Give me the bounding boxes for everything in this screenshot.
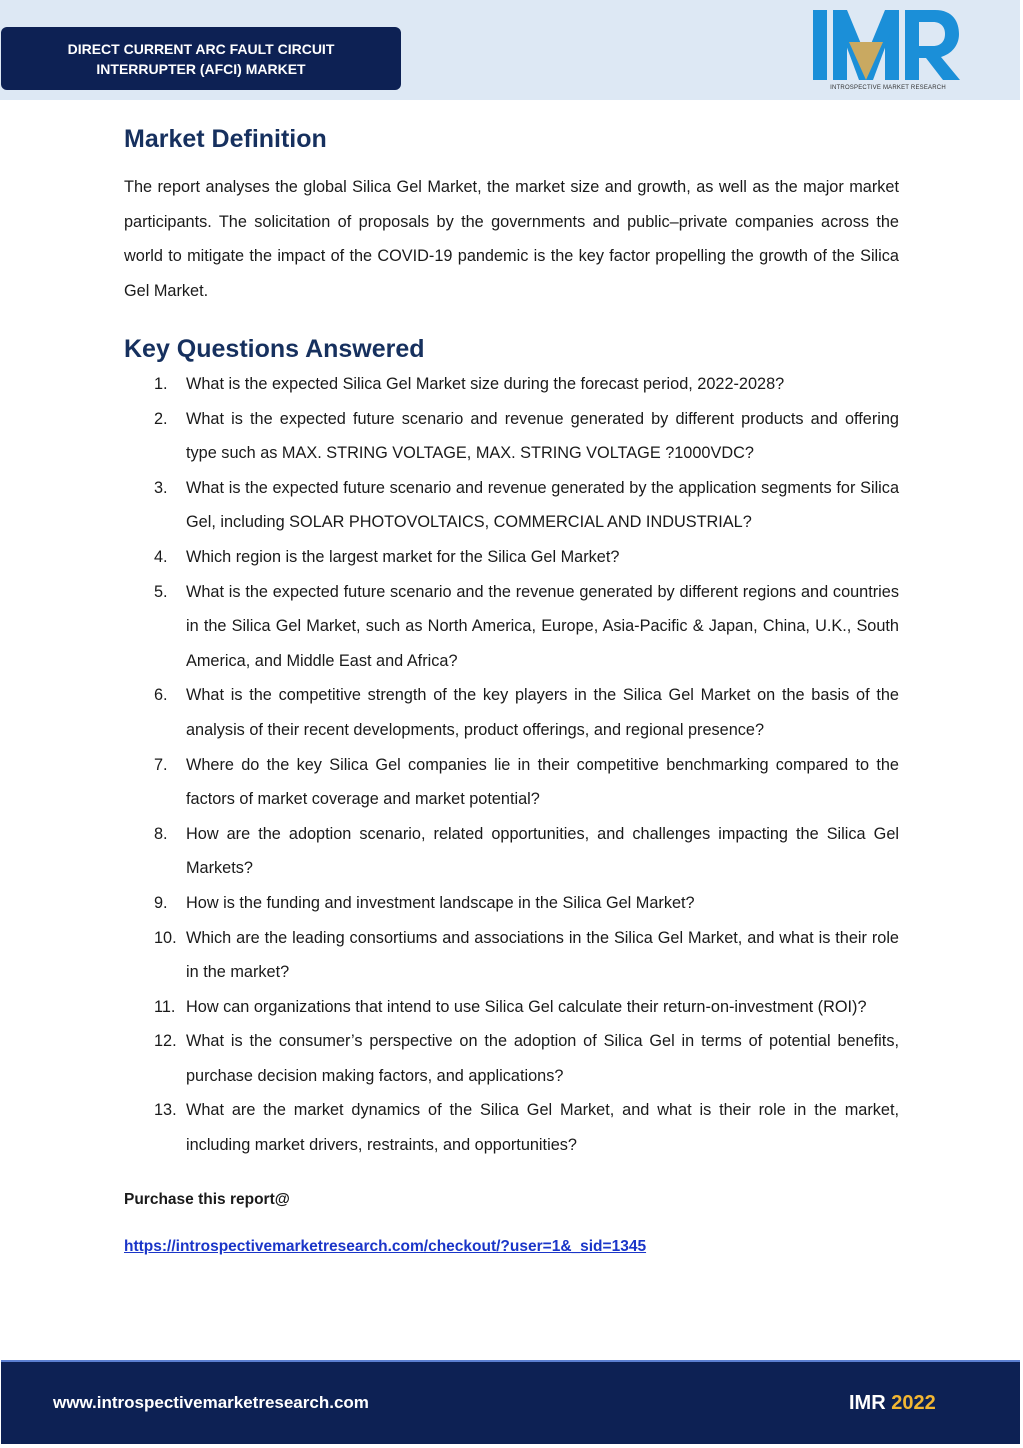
question-number: 2. <box>154 409 168 428</box>
question-number: 13. <box>154 1101 177 1120</box>
question-text: What is the expected Silica Gel Market size during the forecast period, 2022-2028? <box>186 375 785 393</box>
question-text: What is the consumer’s perspective on the adoption of Silica Gel in terms of potential benefits, purchase decision making factors, and applications? <box>186 1032 899 1085</box>
question-number: 8. <box>154 824 168 843</box>
key-questions-list <box>124 367 899 1163</box>
question-number: 6. <box>154 686 168 705</box>
imr-logo <box>813 8 963 94</box>
question-text: What is the competitive strength of the key players in the Silica Gel Market on the basis of the analysis of their recent developments, product offerings, and regional presence? <box>186 686 899 739</box>
question-text: What is the expected future scenario and the revenue generated by different regions and countries in the Silica Gel Market, such as North America, Europe, Asia-Pacific & Japan, China, U.K., South America, and Middle East and Africa? <box>186 582 899 670</box>
question-item <box>124 748 899 817</box>
purchase-link[interactable]: https://introspectivemarketresearch.com/checkout/?user=1&_sid=1345 <box>124 1238 647 1255</box>
question-item <box>124 886 899 921</box>
report-title-line2: INTERRUPTER (AFCI) MARKET <box>96 60 306 77</box>
market-definition-text: The report analyses the global Silica Gel Market, the market size and growth, as well as the major market participants. The solicitation of proposals by the governments and public–private companies across the world to mitigate the impact of the COVID-19 pandemic is the key factor propelling the growth of the Silica Gel Market. <box>124 178 899 300</box>
question-item <box>124 367 899 402</box>
question-text: What are the market dynamics of the Silica Gel Market, and what is their role in the market, including market drivers, restraints, and opportunities? <box>186 1101 899 1155</box>
question-item <box>124 402 899 471</box>
question-number: 11. <box>154 997 176 1016</box>
question-number: 12. <box>154 1032 177 1051</box>
question-number: 1. <box>154 375 168 393</box>
question-text: Which region is the largest market for the Silica Gel Market? <box>186 547 620 566</box>
report-title-line1: DIRECT CURRENT ARC FAULT CIRCUIT <box>67 40 335 57</box>
imr-logo-mark <box>813 8 963 84</box>
question-item <box>124 1093 899 1162</box>
footer-website: www.introspectivemarketresearch.com <box>53 1393 369 1412</box>
question-text: What is the expected future scenario and revenue generated by the application segments for Silica Gel, including SOLAR PHOTOVOLTAICS, COMMERCIAL AND INDUSTRIAL? <box>186 478 899 532</box>
question-item <box>124 540 899 575</box>
purchase-label: Purchase this report@ <box>124 1191 290 1208</box>
question-item <box>124 678 899 747</box>
logo-caption: INTROSPECTIVE MARKET RESEARCH <box>830 85 946 91</box>
question-number: 7. <box>154 755 168 774</box>
market-definition-heading: Market Definition <box>124 125 327 153</box>
question-text: What is the expected future scenario and revenue generated by different products and offering type such as MAX. STRING VOLTAGE, MAX. STRING VOLTAGE ?1000VDC? <box>186 409 899 463</box>
question-item <box>124 921 899 990</box>
question-text: How can organizations that intend to use Silica Gel calculate their return-on-investment (ROI)? <box>186 997 867 1016</box>
question-item <box>124 817 899 886</box>
footer-brand <box>849 1392 936 1415</box>
question-text: Where do the key Silica Gel companies lie in their competitive benchmarking compared to the factors of market coverage and market potential? <box>186 755 899 809</box>
report-title-box <box>1 27 401 90</box>
footer <box>1 1360 1020 1444</box>
question-text: Which are the leading consortiums and associations in the Silica Gel Market, and what is their role in the market? <box>186 928 899 982</box>
question-number: 4. <box>154 547 168 566</box>
footer-year: 2022 <box>891 1392 936 1414</box>
key-questions-heading: Key Questions Answered <box>124 335 425 363</box>
question-number: 5. <box>154 582 168 601</box>
question-text: How is the funding and investment landscape in the Silica Gel Market? <box>186 893 695 912</box>
question-number: 9. <box>154 893 168 912</box>
question-item <box>124 575 899 679</box>
question-item <box>124 471 899 540</box>
question-number: 10. <box>154 928 177 947</box>
question-item <box>124 1024 899 1093</box>
question-text: How are the adoption scenario, related opportunities, and challenges impacting the Silica Gel Markets? <box>186 824 899 878</box>
question-item <box>124 990 899 1025</box>
footer-brand-name: IMR <box>849 1392 886 1414</box>
question-number: 3. <box>154 478 168 497</box>
